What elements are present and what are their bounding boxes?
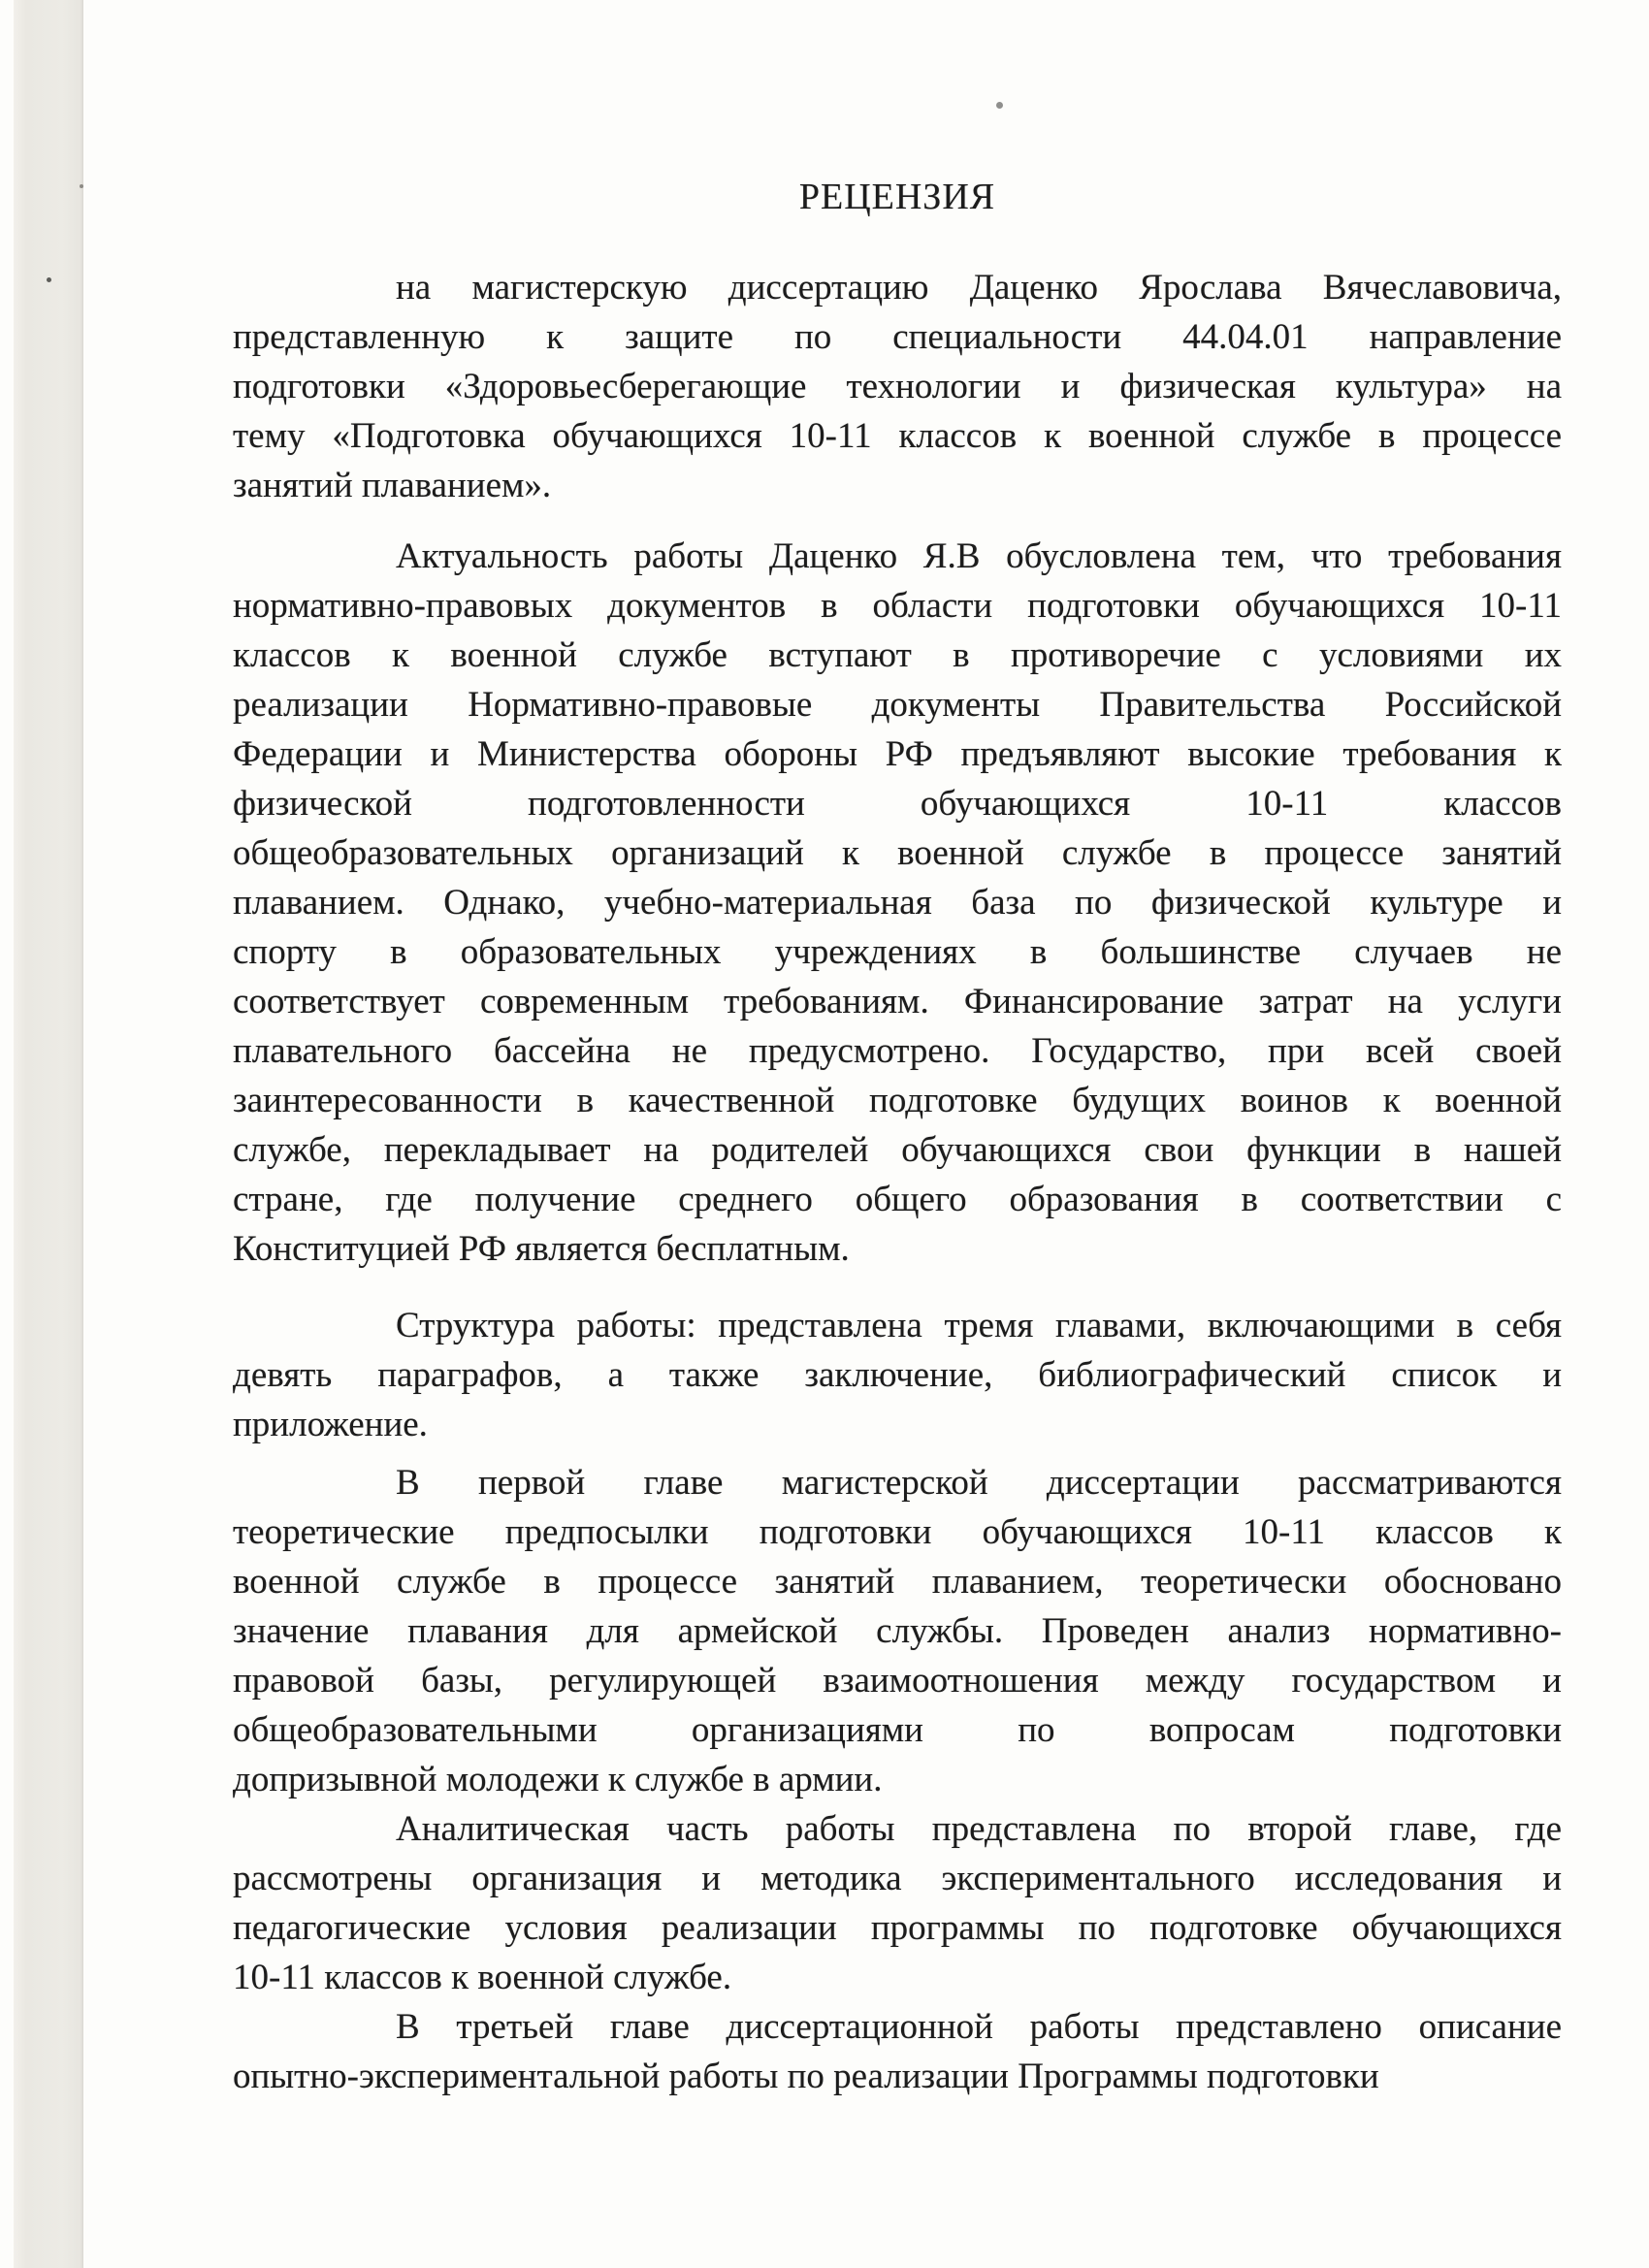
text-line: общеобразовательных организаций к военной службе в процессе занятий — [233, 833, 1562, 873]
text-line: общеобразовательными организациями по вопросам подготовки — [233, 1710, 1562, 1750]
text-line: представленную к защите по специальности 44.04.01 направление — [233, 317, 1562, 357]
text-line: опытно-экспериментальной работы по реализации Программы подготовки — [233, 2057, 1379, 2096]
text-line: В первой главе магистерской диссертации рассматриваются — [396, 1463, 1562, 1503]
scanner-edge-band — [14, 0, 83, 2268]
text-line: службе, перекладывает на родителей обучающихся свои функции в нашей — [233, 1130, 1562, 1170]
document-content — [233, 0, 1562, 2101]
paragraph — [233, 532, 1562, 1274]
text-line: спорту в образовательных учреждениях в большинстве случаев не — [233, 932, 1562, 972]
text-line: военной службе в процессе занятий плаванием, теоретически обосновано — [233, 1562, 1562, 1602]
document-title: РЕЦЕНЗИЯ — [798, 177, 996, 217]
text-line: Федерации и Министерства обороны РФ предъявляют высокие требования к — [233, 734, 1562, 774]
text-line: подготовки «Здоровьесберегающие технологии и физическая культура» на — [233, 367, 1562, 406]
scan-speck — [80, 184, 83, 188]
text-line: Структура работы: представлена тремя главами, включающими в себя — [396, 1306, 1562, 1345]
text-line: В третьей главе диссертационной работы представлено описание — [396, 2007, 1562, 2047]
text-line: стране, где получение среднего общего образования в соответствии с — [233, 1180, 1562, 1219]
text-line: реализации Нормативно-правовые документы Правительства Российской — [233, 685, 1562, 725]
text-line: классов к военной службе вступают в противоречие с условиями их — [233, 635, 1562, 675]
text-line: на магистерскую диссертацию Даценко Ярослава Вячеславовича, — [396, 268, 1562, 308]
paragraph — [233, 1301, 1562, 1449]
text-line: занятий плаванием». — [233, 466, 552, 505]
paragraph — [233, 263, 1562, 510]
text-line: нормативно-правовых документов в области подготовки обучающихся 10-11 — [233, 586, 1562, 626]
text-line: физической подготовленности обучающихся 10-11 классов — [233, 784, 1562, 824]
text-line: девять параграфов, а также заключение, библиографический список и — [233, 1355, 1562, 1395]
text-line: Аналитическая часть работы представлена по второй главе, где — [396, 1809, 1562, 1849]
text-line: Конституцией РФ является бесплатным. — [233, 1229, 850, 1269]
text-line: Актуальность работы Даценко Я.В обусловлена тем, что требования — [396, 536, 1562, 576]
text-line: плаванием. Однако, учебно-материальная база по физической культуре и — [233, 883, 1562, 923]
text-line: педагогические условия реализации программы по подготовке обучающихся — [233, 1908, 1562, 1948]
text-line: допризывной молодежи к службе в армии. — [233, 1760, 883, 1799]
text-line: значение плавания для армейской службы. Проведен анализ нормативно- — [233, 1611, 1562, 1651]
paragraph — [233, 2002, 1562, 2101]
text-line: тему «Подготовка обучающихся 10-11 классов к военной службе в процессе — [233, 416, 1562, 456]
paragraph — [233, 1804, 1562, 2002]
text-line: 10-11 классов к военной службе. — [233, 1958, 732, 1997]
document-body — [233, 263, 1562, 2101]
text-line: теоретические предпосылки подготовки обучающихся 10-11 классов к — [233, 1512, 1562, 1552]
text-line: заинтересованности в качественной подготовке будущих воинов к военной — [233, 1081, 1562, 1120]
scan-speck — [47, 277, 51, 282]
text-line: рассмотрены организация и методика экспериментального исследования и — [233, 1859, 1562, 1898]
text-line: правовой базы, регулирующей взаимоотношения между государством и — [233, 1661, 1562, 1701]
paragraph — [233, 1458, 1562, 1804]
text-line: плавательного бассейна не предусмотрено. Государство, при всей своей — [233, 1031, 1562, 1071]
text-line: соответствует современным требованиям. Финансирование затрат на услуги — [233, 982, 1562, 1021]
text-line: приложение. — [233, 1405, 428, 1444]
